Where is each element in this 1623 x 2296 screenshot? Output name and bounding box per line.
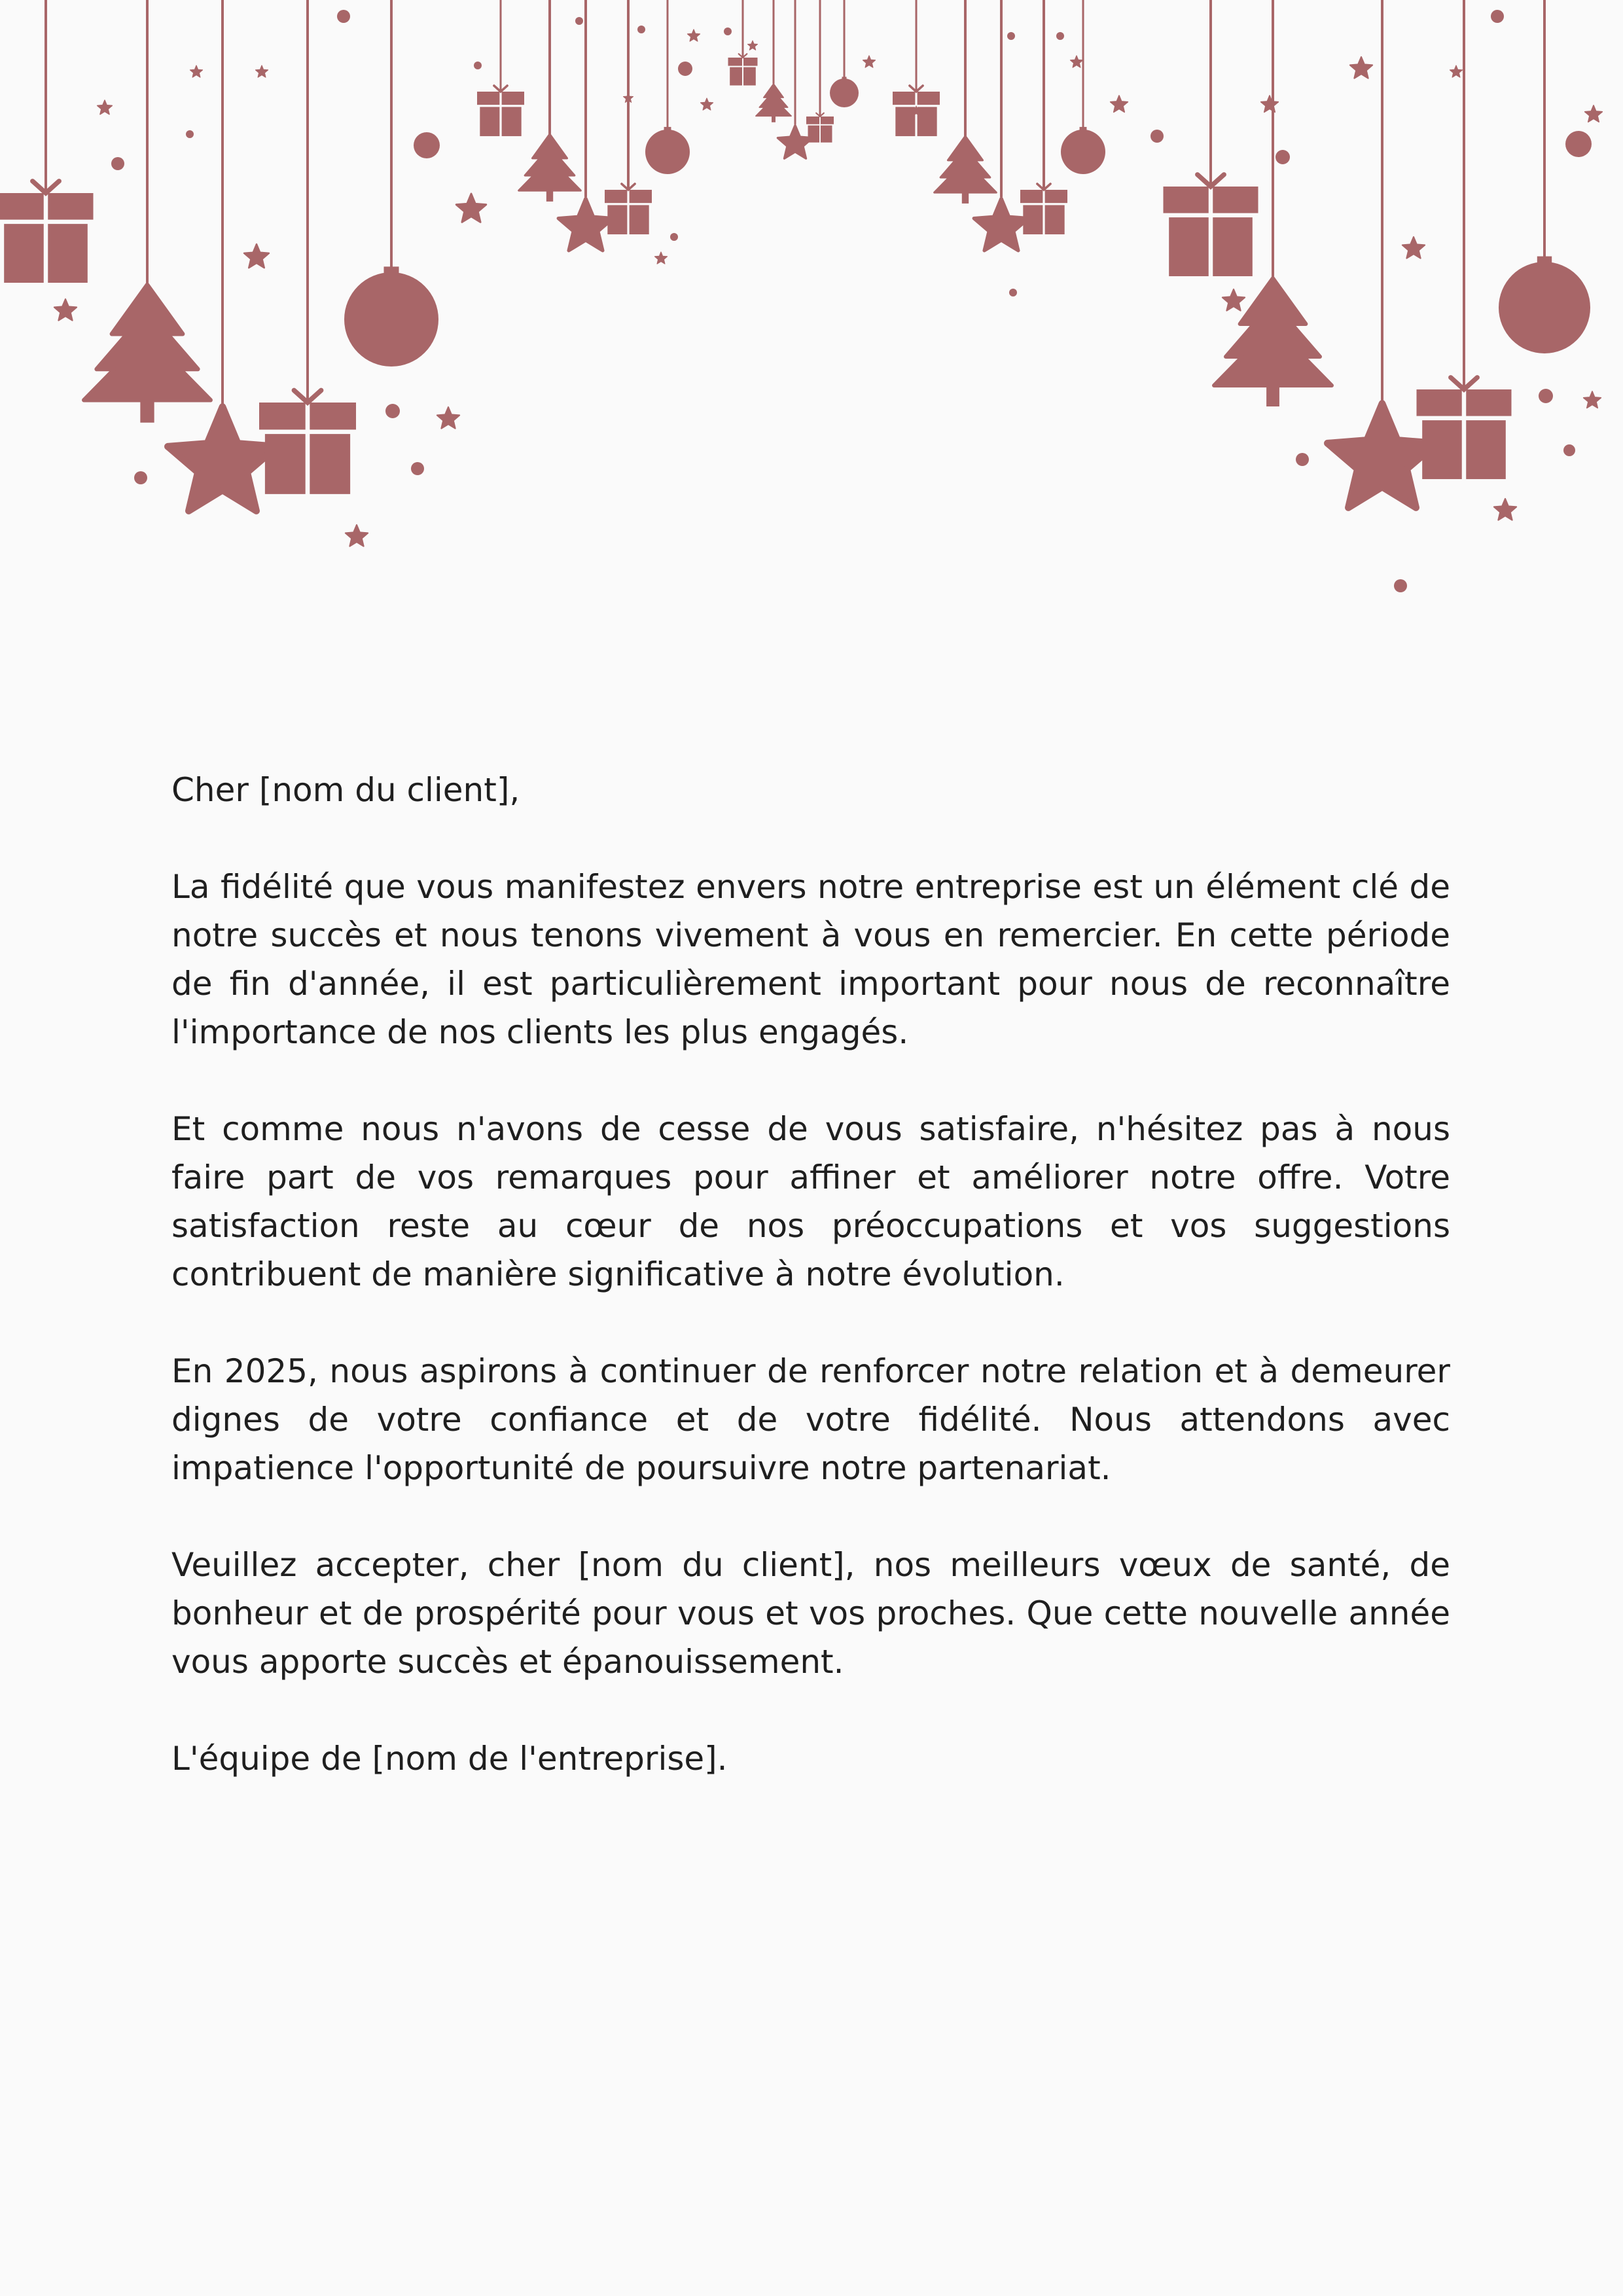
- star-icon: [747, 41, 757, 50]
- gift-lid: [48, 193, 93, 220]
- gift-lid: [1213, 187, 1258, 213]
- star-icon: [1327, 403, 1436, 507]
- dot-icon: [1009, 289, 1017, 296]
- gift-icon: [1045, 205, 1065, 234]
- christmas-tree-icon: [519, 134, 581, 190]
- gift-icon: [607, 205, 627, 234]
- bauble-cap: [1080, 127, 1087, 132]
- dot-icon: [337, 10, 350, 23]
- dot-icon: [1565, 131, 1592, 157]
- dot-icon: [414, 132, 440, 158]
- bauble-cap: [383, 266, 399, 276]
- gift-icon: [1422, 420, 1462, 479]
- paragraph-1: La fidélité que vous manifestez envers notre entreprise est un élément clé de notre succès et nous tenons vivement à vous en remercier. En cette période de fin d'année, il est particulièrement important pour nous de reconnaître l'importance de nos clients les plus engagés.: [171, 868, 1450, 1051]
- gift-lid: [743, 58, 757, 66]
- gift-icon: [821, 126, 832, 143]
- star-icon: [1402, 237, 1425, 259]
- paragraph-2: Et comme nous n'avons de cesse de vous satisfaire, n'hésitez pas à nous faire part de vos remarques pour affiner et améliorer notre offre. Votre satisfaction reste au cœur de nos préoccupations et vos suggestions contribuent de manière significative à notre évolution.: [171, 1110, 1450, 1293]
- dot-icon: [575, 17, 583, 25]
- dot-icon: [111, 157, 124, 170]
- star-icon: [98, 100, 113, 115]
- star-icon: [558, 198, 613, 251]
- paragraph-3: En 2025, nous aspirons à continuer de renforcer notre relation et à demeurer dignes de votre confiance et de votre fidélité. Nous attendons avec impatience l'opportunité de poursuivre notre partenariat.: [171, 1352, 1450, 1487]
- bauble-cap: [664, 127, 671, 132]
- paragraph-4: Veuillez accepter, cher [nom du client], nos meilleurs vœux de santé, de bonheur et de prospérité pour vous et vos proches. Que cette nouvelle année vous apporte succès et épanouissement.: [171, 1546, 1450, 1681]
- gift-lid: [806, 117, 819, 124]
- dot-icon: [1007, 32, 1015, 40]
- gift-icon: [1023, 205, 1043, 234]
- bauble-icon: [645, 130, 690, 174]
- dot-icon: [1056, 32, 1064, 40]
- star-icon: [688, 29, 700, 41]
- star-icon: [256, 65, 268, 77]
- bauble-icon: [344, 272, 438, 367]
- gift-icon: [808, 126, 820, 143]
- star-icon: [777, 125, 812, 158]
- star-icon: [974, 198, 1029, 251]
- star-icon: [1222, 289, 1245, 311]
- gift-lid: [1466, 389, 1511, 416]
- dot-icon: [637, 26, 645, 33]
- dot-icon: [724, 27, 732, 35]
- star-icon: [1494, 499, 1516, 520]
- dot-icon: [385, 404, 400, 418]
- dot-icon: [1491, 10, 1504, 23]
- gift-icon: [4, 224, 44, 283]
- star-icon: [244, 244, 269, 268]
- gift-lid: [1020, 190, 1043, 203]
- gift-lid: [1164, 187, 1209, 213]
- christmas-ornament-garland: [0, 0, 1623, 615]
- tree-trunk: [772, 116, 776, 122]
- gift-icon: [918, 107, 937, 136]
- dot-icon: [474, 62, 482, 69]
- tree-trunk: [1266, 386, 1279, 406]
- gift-icon: [1466, 420, 1506, 479]
- gift-lid: [821, 117, 834, 124]
- gift-lid: [630, 190, 652, 203]
- gift-icon: [48, 224, 88, 283]
- salutation: Cher [nom du client],: [171, 771, 520, 809]
- gift-icon: [730, 67, 742, 86]
- gift-lid: [1417, 389, 1462, 416]
- gift-icon: [1213, 217, 1253, 276]
- christmas-tree-icon: [756, 84, 791, 116]
- bauble-cap: [1537, 257, 1552, 266]
- christmas-tree-icon: [84, 285, 211, 400]
- letter-body: [171, 766, 1450, 1831]
- gift-lid: [310, 403, 356, 429]
- tree-trunk: [546, 190, 553, 202]
- gift-lid: [728, 58, 742, 66]
- bauble-icon: [1499, 262, 1590, 353]
- star-icon: [437, 407, 459, 429]
- gift-lid: [0, 193, 44, 220]
- bauble-cap: [842, 77, 846, 79]
- gift-icon: [265, 434, 306, 494]
- star-icon: [701, 98, 713, 110]
- star-icon: [1071, 56, 1083, 67]
- dot-icon: [670, 233, 678, 241]
- star-icon: [1261, 96, 1279, 112]
- gift-icon: [630, 205, 649, 234]
- star-icon: [190, 65, 203, 77]
- tree-trunk: [962, 192, 969, 204]
- gift-icon: [502, 107, 522, 136]
- star-icon: [456, 194, 486, 222]
- gift-lid: [918, 92, 940, 105]
- star-icon: [1585, 105, 1603, 122]
- star-icon: [863, 56, 876, 67]
- gift-lid: [477, 92, 499, 105]
- bauble-icon: [1061, 130, 1105, 174]
- gift-lid: [605, 190, 627, 203]
- gift-icon: [895, 107, 915, 136]
- signature: L'équipe de [nom de l'entreprise].: [171, 1740, 728, 1778]
- gift-icon: [480, 107, 499, 136]
- star-icon: [1584, 391, 1601, 408]
- gift-icon: [743, 67, 756, 86]
- dot-icon: [411, 462, 424, 475]
- gift-lid: [502, 92, 524, 105]
- tree-trunk: [140, 400, 154, 422]
- star-icon: [1111, 96, 1128, 112]
- dot-icon: [1150, 130, 1164, 143]
- bauble-icon: [830, 79, 859, 107]
- dot-icon: [1539, 389, 1553, 403]
- star-icon: [655, 252, 668, 264]
- dot-icon: [134, 471, 147, 484]
- dot-icon: [1296, 453, 1309, 466]
- star-icon: [54, 299, 77, 321]
- dot-icon: [186, 130, 194, 138]
- gift-lid: [1045, 190, 1067, 203]
- gift-lid: [259, 403, 306, 429]
- gift-icon: [310, 434, 350, 494]
- star-icon: [346, 525, 368, 547]
- dot-icon: [1563, 444, 1575, 456]
- gift-lid: [893, 92, 915, 105]
- gift-icon: [1169, 217, 1209, 276]
- dot-icon: [1394, 579, 1407, 592]
- christmas-tree-icon: [935, 136, 997, 192]
- dot-icon: [678, 62, 692, 76]
- dot-icon: [1275, 150, 1290, 164]
- star-icon: [1350, 57, 1372, 79]
- star-icon: [1450, 65, 1463, 77]
